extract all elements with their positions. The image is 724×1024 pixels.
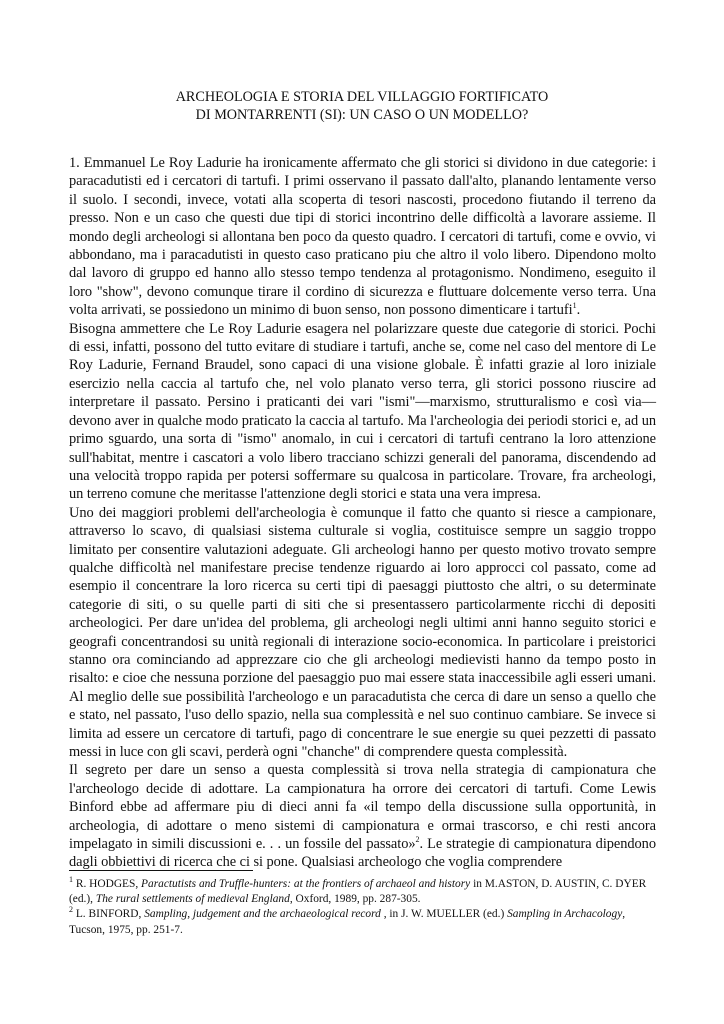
title-line-2: DI MONTARRENTI (SI): UN CASO O UN MODELLO? — [195, 107, 529, 123]
paragraph-1 — [69, 154, 656, 320]
paragraph-4 — [69, 761, 656, 871]
paragraph-4-text: Il segreto per dare un senso a questa complessità si trova nella strategia di campionatura che l'archeologo decide di adottare. La campionatura ha orrore dei cercatori di tartufi. Come Lewis Binford ebbe ad affermare piu di dieci anni fa «il tempo della discussione sulla opportunità, in archeologia, di adottare o meno sistemi di campionatura e ormai trascorso, e chi resti ancora impelagato in simili discussioni e. . . un fossile del passato» — [69, 762, 656, 853]
footnote-1-mid: in M.ASTON, D. AUSTIN, C. DYER (ed.), — [69, 878, 647, 906]
footnote-ref-2[interactable]: 2 — [415, 835, 420, 845]
footnote-2-tail: , Tucson, 1975, pp. 251-7. — [69, 908, 626, 936]
footnote-1-book: The rural settlements of medieval England — [95, 893, 290, 906]
footnote-2 — [69, 907, 656, 937]
footnote-1-title: Paractutists and Truffle-hunters: at the frontiers of archaeol and history — [141, 878, 471, 890]
footnote-1-author: R. HODGES, — [73, 878, 142, 890]
footnote-2-author: L. BINFORD, — [73, 908, 145, 921]
footnote-divider — [69, 870, 253, 871]
paragraph-1-end: . — [576, 302, 581, 319]
footnote-2-mid: , in J. W. MUELLER (ed.) — [380, 908, 508, 921]
footnote-1-number: 1 — [69, 875, 73, 885]
title-line-1: ARCHEOLOGIA E STORIA DEL VILLAGGIO FORTIFICATO — [175, 89, 549, 105]
paragraph-3: Uno dei maggiori problemi dell'archeologia è comunque il fatto che quanto si riesce a campionare, attraverso lo scavo, di qualsiasi sistema culturale si voglia, costituisce sempre un saggio troppo limitato per consentire valutazioni adeguate. Gli archeologi hanno per questo motivo trovato sempre qualche difficoltà nel manifestare precise tendenze riguardo ai loro approcci col passato, come ad esempio il concentrare la loro ricerca su certi tipi di paesaggi piuttosto che altri, o su determinate categorie di siti, o su quelle parti di siti che si presentassero particolarmente ricchi di depositi archeologici. Per dare un'idea del problema, gli archeologi negli ultimi anni hanno seguito storici e geografi concentrandosi su unità regionali di interazione socio-economica. In particolare i preistorici stanno ora cominciando ad apprezzare cio che gli archeologi medievisti hanno da tempo posto in risalto: e cioe che nessuna porzione del paesaggio puo mai essere stata inaccessibile agli esseri umani. Al meglio delle sue possibilità l'archeologo e un paracadutista che cerca di dare un senso a quello che e stato, nel passato, l'uso dello spazio, nella sua complessità e nel suo continuo cambiare. Se invece si limita ad essere un cercatore di tartufi, pago di concentrare le sue energie su quei pezzetti di passato messi in luce con gli scavi, perderà ogni "chanche" di comprendere questa complessità. — [69, 504, 656, 760]
paragraph-2: Bisogna ammettere che Le Roy Ladurie esagera nel polarizzare queste due categorie di storici. Pochi di essi, infatti, possono del tutto evitare di studiare i tartufi, anche se, come nel caso del mentore di Le Roy Ladurie, Fernand Braudel, sono capaci di una visione globale. È infatti grazie al loro iniziale esercizio nella caccia al tartufo che, nel volo planato verso terra, gli storici possono riuscire ad interpretare il passato. Persino i praticanti dei vari "ismi"—marxismo, strutturalismo e così via—devono aver in qualche modo praticato la caccia al tartufo. Ma l'archeologia dei periodi storici e, ad un primo sguardo, una sorta di "ismo" anomalo, in cui i cercatori di tartufi centrano la loro attenzione sull'habitat, mentre i cascatori a volo libero tracciano schizzi generali del panorama, discendendo ad una velocità troppo rapida per potersi soffermare su qualcosa in particolare. Trovare, fra archeologi, un terreno comune che meritasse l'attenzione degli storici e stata una vera impresa. — [69, 320, 656, 503]
footnote-2-number: 2 — [69, 905, 73, 915]
footnote-1-tail: , Oxford, 1989, pp. 287-305. — [289, 893, 421, 906]
footnote-2-book: Sampling in Archacology — [507, 908, 623, 921]
document-title — [0, 88, 724, 124]
footnote-2-title: Sampling, judgement and the archaeological record — [144, 908, 381, 921]
paragraph-4-end: . Le strategie di campionatura dipendono dagli obbiettivi di ricerca che ci si pone. Qualsiasi archeologo che voglia comprendere — [69, 836, 656, 871]
footnote-1 — [69, 877, 656, 907]
body-text — [69, 154, 656, 872]
paragraph-1-text: 1. Emmanuel Le Roy Ladurie ha ironicamente affermato che gli storici si dividono in due categorie: i paracadutisti ed i cercatori di tartufi. I primi osservano il passato dall'alto, planando lentamente verso il suolo. I secondi, invece, votati alla scoperta di tesori nascosti, procedono fiutando il terreno da presso. Non e un caso che questi due tipi di storici incontrino delle difficoltà a lavorare assieme. Il mondo degli archeologi si allontana ben poco da questo quadro. I cercatori di tartufi, come e ovvio, vi abbondano, ma i paracadutisti in questo caso praticano piu che altro il volo libero. Dipendono molto dal lavoro di gruppo ed hanno allo stesso tempo tendenza al protagonismo. Nondimeno, eseguito il loro "show", devono comunque tirare il cordino di sicurezza e fluttuare dolcemente verso terra. Una volta arrivati, se possiedono un minimo di buon senso, non possono dimenticare i tartufi — [69, 155, 656, 319]
footnotes — [69, 877, 656, 938]
footnote-ref-1[interactable]: 1 — [572, 301, 577, 311]
